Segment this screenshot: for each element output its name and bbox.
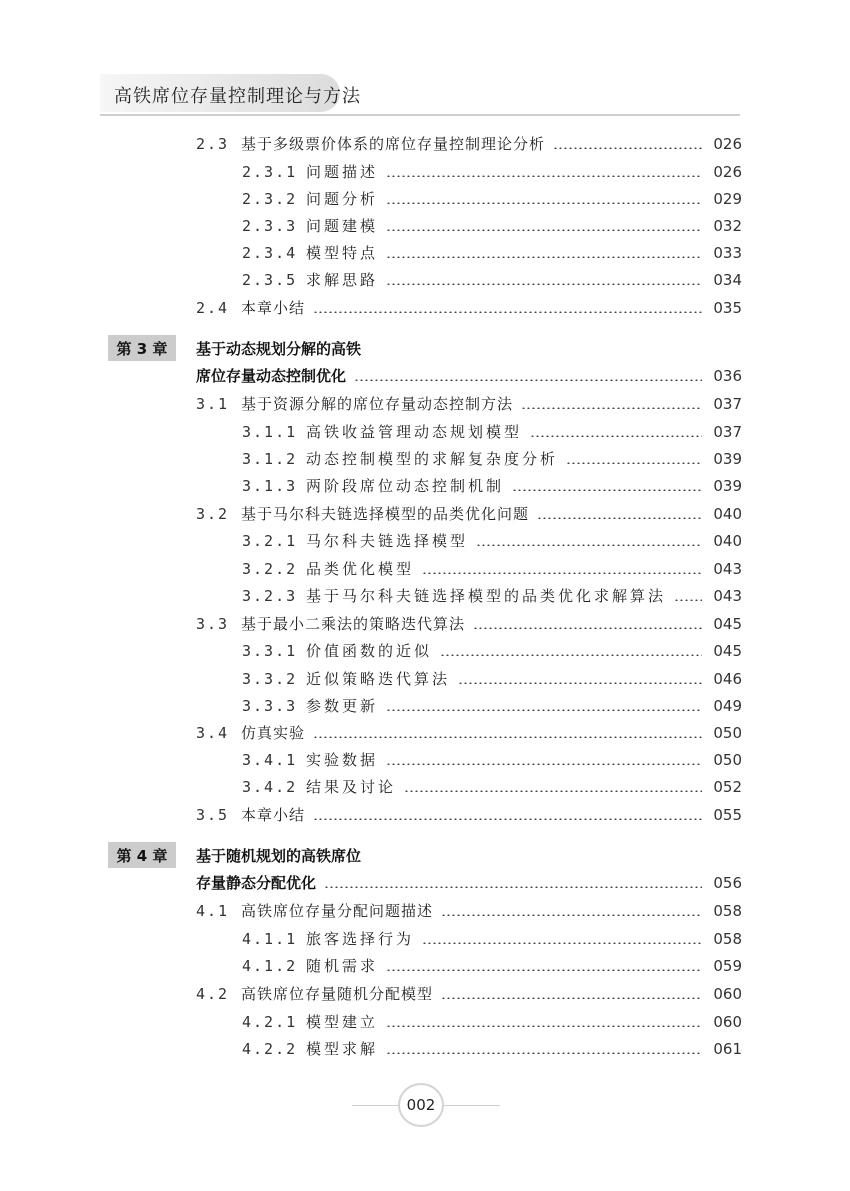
subsection-number: 3.3.3 — [242, 696, 298, 715]
entry-page-number: 058 — [713, 929, 742, 948]
entry-title: 基于最小二乘法的策略迭代算法 — [241, 615, 466, 633]
entry-page-number: 056 — [713, 873, 742, 892]
entry-title: 高铁收益管理动态规划模型 — [306, 423, 523, 441]
entry-title: 本章小结 — [241, 299, 306, 317]
entry-page-number: 026 — [713, 134, 742, 153]
section-number: 3.4 — [196, 723, 230, 742]
entry-title: 两阶段席位动态控制机制 — [306, 477, 505, 495]
toc-subsection-entry[interactable] — [0, 266, 850, 293]
toc-section-entry[interactable] — [0, 719, 850, 746]
dot-leader — [313, 311, 702, 313]
entry-page-number: 055 — [713, 805, 742, 824]
entry-page-number: 058 — [713, 901, 742, 920]
toc-section-entry[interactable] — [0, 980, 850, 1007]
entry-title: 模型求解 — [306, 1040, 379, 1058]
subsection-number: 3.1.3 — [242, 476, 298, 495]
entry-title: 问题分析 — [306, 190, 379, 208]
subsection-number: 3.1.2 — [242, 449, 298, 468]
footer-line-right — [444, 1105, 500, 1106]
section-number: 2.4 — [196, 298, 230, 317]
entry-page-number: 050 — [713, 750, 742, 769]
entry-title: 随机需求 — [306, 957, 379, 975]
dot-leader — [553, 147, 702, 149]
entry-page-number: 059 — [713, 956, 742, 975]
entry-title: 结果及讨论 — [306, 778, 397, 796]
toc-subsection-entry[interactable] — [0, 239, 850, 266]
entry-page-number: 035 — [713, 298, 742, 317]
subsection-number: 3.2.3 — [242, 586, 298, 605]
dot-leader — [404, 790, 702, 792]
entry-title: 模型特点 — [306, 244, 379, 262]
entry-page-number: 043 — [713, 586, 742, 605]
dot-leader — [422, 942, 702, 944]
section-number: 3.2 — [196, 504, 230, 523]
entry-title: 模型建立 — [306, 1013, 379, 1031]
dot-leader — [473, 627, 702, 629]
subsection-number: 4.2.1 — [242, 1012, 298, 1031]
chapter-heading[interactable] — [0, 841, 850, 869]
dot-leader — [440, 654, 702, 656]
dot-leader — [521, 407, 702, 409]
chapter-badge: 第 4 章 — [108, 842, 176, 868]
subsection-number: 3.3.2 — [242, 669, 298, 688]
entry-title: 存量静态分配优化 — [196, 874, 317, 892]
toc-subsection-entry[interactable] — [0, 472, 850, 499]
toc-subsection-entry[interactable] — [0, 527, 850, 554]
subsection-number: 2.3.1 — [242, 162, 298, 181]
entry-page-number: 032 — [713, 216, 742, 235]
subsection-number: 2.3.2 — [242, 189, 298, 208]
entry-title: 基于资源分解的席位存量动态控制方法 — [241, 395, 514, 413]
section-number: 3.3 — [196, 614, 230, 633]
entry-title: 参数更新 — [306, 697, 379, 715]
subsection-number: 4.1.2 — [242, 956, 298, 975]
toc-subsection-entry[interactable] — [0, 952, 850, 979]
dot-leader — [354, 379, 702, 381]
entry-title: 本章小结 — [241, 806, 306, 824]
entry-title: 价值函数的近似 — [306, 642, 433, 660]
dot-leader — [566, 462, 702, 464]
entry-title: 仿真实验 — [241, 724, 306, 742]
entry-title: 马尔科夫链选择模型 — [306, 532, 469, 550]
entry-page-number: 026 — [713, 162, 742, 181]
entry-title: 近似策略迭代算法 — [306, 670, 451, 688]
entry-page-number: 040 — [713, 504, 742, 523]
entry-page-number: 040 — [713, 531, 742, 550]
dot-leader — [674, 599, 702, 601]
dot-leader — [386, 763, 702, 765]
entry-title: 求解思路 — [306, 271, 379, 289]
dot-leader — [441, 997, 702, 999]
entry-page-number: 039 — [713, 449, 742, 468]
dot-leader — [313, 736, 702, 738]
dot-leader — [386, 1052, 702, 1054]
dot-leader — [386, 1025, 702, 1027]
entry-page-number: 061 — [713, 1039, 742, 1058]
subsection-number: 2.3.4 — [242, 243, 298, 262]
subsection-number: 3.1.1 — [242, 422, 298, 441]
toc-subsection-entry[interactable] — [0, 445, 850, 472]
entry-title: 旅客选择行为 — [306, 930, 415, 948]
entry-title: 问题建模 — [306, 217, 379, 235]
toc-chapter-title-entry[interactable] — [0, 362, 850, 389]
subsection-number: 3.3.1 — [242, 641, 298, 660]
toc-section-entry[interactable] — [0, 500, 850, 527]
toc-section-entry[interactable] — [0, 801, 850, 828]
entry-page-number: 039 — [713, 476, 742, 495]
entry-title: 基于马尔科夫链选择模型的品类优化问题 — [241, 505, 530, 523]
chapter-heading[interactable] — [0, 334, 850, 362]
entry-page-number: 033 — [713, 243, 742, 262]
dot-leader — [537, 517, 702, 519]
toc-section-entry[interactable] — [0, 294, 850, 321]
subsection-number: 3.2.1 — [242, 531, 298, 550]
dot-leader — [512, 489, 702, 491]
entry-page-number: 034 — [713, 270, 742, 289]
entry-title: 动态控制模型的求解复杂度分析 — [306, 450, 559, 468]
entry-page-number: 060 — [713, 1012, 742, 1031]
subsection-number: 3.4.1 — [242, 750, 298, 769]
toc-subsection-entry[interactable] — [0, 555, 850, 582]
toc-subsection-entry[interactable] — [0, 746, 850, 773]
footer-line-left — [352, 1105, 398, 1106]
subsection-number: 4.1.1 — [242, 929, 298, 948]
toc-subsection-entry[interactable] — [0, 1008, 850, 1035]
entry-page-number: 037 — [713, 394, 742, 413]
entry-page-number: 037 — [713, 422, 742, 441]
entry-title: 高铁席位存量随机分配模型 — [241, 985, 434, 1003]
toc-subsection-entry[interactable] — [0, 773, 850, 800]
toc-subsection-entry[interactable] — [0, 185, 850, 212]
chapter-badge: 第 3 章 — [108, 335, 176, 361]
dot-leader — [324, 886, 702, 888]
entry-title: 实验数据 — [306, 751, 379, 769]
entry-page-number: 046 — [713, 669, 742, 688]
entry-page-number: 036 — [713, 366, 742, 385]
entry-page-number: 043 — [713, 559, 742, 578]
section-number: 2.3 — [196, 134, 230, 153]
section-number: 3.5 — [196, 805, 230, 824]
entry-title: 基于马尔科夫链选择模型的品类优化求解算法 — [306, 587, 667, 605]
entry-page-number: 029 — [713, 189, 742, 208]
entry-page-number: 052 — [713, 777, 742, 796]
toc-section-entry[interactable] — [0, 390, 850, 417]
dot-leader — [422, 572, 702, 574]
toc-subsection-entry[interactable] — [0, 212, 850, 239]
dot-leader — [386, 202, 702, 204]
dot-leader — [313, 818, 702, 820]
entry-page-number: 045 — [713, 641, 742, 660]
header-divider — [100, 114, 740, 116]
page-number: 002 — [398, 1083, 444, 1127]
entry-title: 基于多级票价体系的席位存量控制理论分析 — [241, 135, 546, 153]
toc-section-entry[interactable] — [0, 130, 850, 157]
entry-title: 问题描述 — [306, 163, 379, 181]
subsection-number: 2.3.5 — [242, 270, 298, 289]
entry-title: 席位存量动态控制优化 — [196, 367, 347, 385]
dot-leader — [530, 435, 702, 437]
entry-page-number: 045 — [713, 614, 742, 633]
section-number: 3.1 — [196, 394, 230, 413]
subsection-number: 4.2.2 — [242, 1039, 298, 1058]
dot-leader — [386, 175, 702, 177]
toc-subsection-entry[interactable] — [0, 582, 850, 609]
section-number: 4.1 — [196, 901, 230, 920]
toc-subsection-entry[interactable] — [0, 418, 850, 445]
subsection-number: 3.4.2 — [242, 777, 298, 796]
toc-subsection-entry[interactable] — [0, 158, 850, 185]
subsection-number: 2.3.3 — [242, 216, 298, 235]
section-number: 4.2 — [196, 984, 230, 1003]
entry-title: 高铁席位存量分配问题描述 — [241, 902, 434, 920]
dot-leader — [386, 229, 702, 231]
dot-leader — [441, 914, 702, 916]
dot-leader — [386, 969, 702, 971]
dot-leader — [458, 682, 702, 684]
dot-leader — [386, 709, 702, 711]
entry-page-number: 049 — [713, 696, 742, 715]
chapter-title: 基于随机规划的高铁席位 — [196, 846, 362, 865]
running-header-title: 高铁席位存量控制理论与方法 — [114, 86, 361, 107]
entry-page-number: 050 — [713, 723, 742, 742]
toc-subsection-entry[interactable] — [0, 665, 850, 692]
dot-leader — [476, 544, 702, 546]
subsection-number: 3.2.2 — [242, 559, 298, 578]
entry-title: 品类优化模型 — [306, 560, 415, 578]
toc-chapter-title-entry[interactable] — [0, 869, 850, 896]
toc-section-entry[interactable] — [0, 610, 850, 637]
toc-section-entry[interactable] — [0, 897, 850, 924]
toc-subsection-entry[interactable] — [0, 637, 850, 664]
dot-leader — [386, 283, 702, 285]
toc-subsection-entry[interactable] — [0, 925, 850, 952]
entry-page-number: 060 — [713, 984, 742, 1003]
dot-leader — [386, 256, 702, 258]
toc-subsection-entry[interactable] — [0, 1035, 850, 1062]
chapter-title: 基于动态规划分解的高铁 — [196, 339, 362, 358]
toc-subsection-entry[interactable] — [0, 692, 850, 719]
